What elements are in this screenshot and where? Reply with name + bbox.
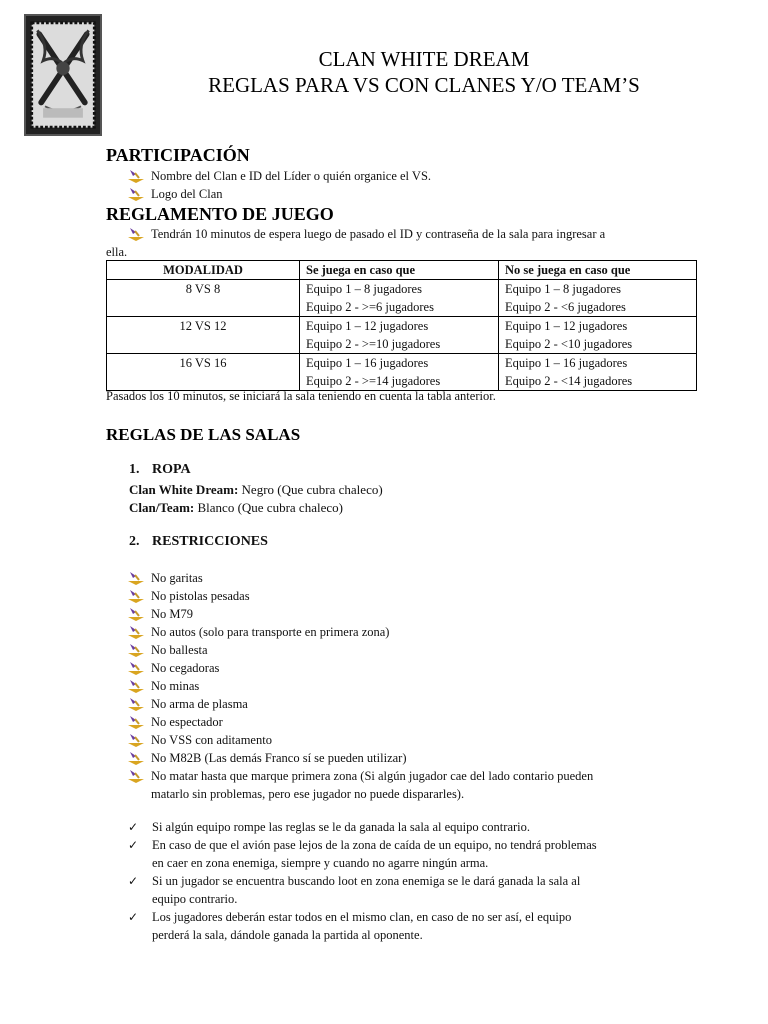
list-item (128, 167, 708, 185)
table-cell-se-juega (300, 317, 499, 354)
ropa-title: ROPA (152, 462, 191, 477)
ropa-heading (129, 462, 191, 478)
restriction-text: No M79 (151, 607, 194, 621)
checks-list (128, 818, 718, 944)
cell-line: Equipo 2 - <10 jugadores (505, 337, 633, 351)
cell-line: Equipo 2 - <14 jugadores (505, 374, 633, 388)
check-text-line: En caso de que el avión pase lejos de la zona de caída de un equipo, no tendrá problemas (152, 838, 597, 852)
restriction-text: No ballesta (151, 643, 208, 657)
ropa-number: 1. (129, 462, 140, 477)
reglamento-list (128, 225, 708, 243)
list-item (128, 185, 708, 203)
checkmark-icon: ✓ (128, 820, 139, 834)
restriction-item (128, 605, 708, 623)
restriction-item (128, 749, 708, 767)
pushpin-arrow-icon (128, 733, 144, 747)
restriction-item (128, 713, 708, 731)
ropa-team-line (129, 499, 343, 517)
cell-line: Equipo 1 – 12 jugadores (505, 319, 628, 333)
table-cell-modalidad: 12 VS 12 (107, 317, 300, 354)
restriction-text: No garitas (151, 571, 203, 585)
restriction-text: No M82B (Las demás Franco sí se pueden utilizar) (151, 751, 407, 765)
participacion-item-2: Logo del Clan (151, 187, 223, 201)
cell-line: Equipo 2 - >=10 jugadores (306, 337, 441, 351)
restriction-item (128, 767, 708, 785)
check-text-line: perderá la sala, dándole ganada la partida al oponente. (152, 928, 423, 942)
restriction-text: No espectador (151, 715, 223, 729)
table-header-se-juega: Se juega en caso que (300, 261, 499, 280)
check-text-line: Los jugadores deberán estar todos en el mismo clan, en caso de no ser así, el equipo (152, 910, 572, 924)
restriction-text: No pistolas pesadas (151, 589, 250, 603)
table-cell-modalidad: 8 VS 8 (107, 280, 300, 317)
cell-line: Equipo 1 – 8 jugadores (505, 282, 621, 296)
check-text-line: Si un jugador se encuentra buscando loot en zona enemiga se le dará ganada la sala al (152, 874, 581, 888)
cell-line: Equipo 1 – 12 jugadores (306, 319, 429, 333)
participacion-list (128, 167, 708, 203)
title-line-2: REGLAS PARA VS CON CLANES Y/O TEAM’S (208, 73, 640, 97)
participacion-heading: PARTICIPACIÓN (106, 145, 250, 165)
table-row (107, 280, 697, 317)
check-item (128, 836, 718, 872)
restricciones-number: 2. (129, 534, 140, 549)
table-cell-no-se-juega (499, 354, 697, 391)
ropa-clan-label: Clan White Dream: (129, 482, 239, 497)
table-header-modalidad: MODALIDAD (107, 261, 300, 280)
check-text-line: equipo contrario. (152, 892, 238, 906)
restriction-item (128, 695, 708, 713)
pushpin-arrow-icon (128, 227, 144, 241)
table-cell-no-se-juega (499, 317, 697, 354)
cell-line: Equipo 2 - <6 jugadores (505, 300, 626, 314)
modalidad-table (106, 260, 697, 391)
list-item (128, 225, 708, 243)
cell-line: Equipo 2 - >=14 jugadores (306, 374, 441, 388)
ropa-clan-value: Negro (Que cubra chaleco) (238, 482, 383, 497)
table-row (107, 354, 697, 391)
check-item (128, 872, 718, 908)
pushpin-arrow-icon (128, 769, 144, 783)
restriction-item (128, 641, 708, 659)
restriction-text: No minas (151, 679, 200, 693)
pushpin-arrow-icon (128, 643, 144, 657)
restriction-item (128, 569, 708, 587)
cell-line: Equipo 1 – 8 jugadores (306, 282, 422, 296)
checkmark-icon: ✓ (128, 910, 139, 924)
pushpin-arrow-icon (128, 661, 144, 675)
restriction-text: No cegadoras (151, 661, 220, 675)
checkmark-icon: ✓ (128, 874, 139, 888)
cell-line: Equipo 1 – 16 jugadores (306, 356, 429, 370)
table-row (107, 317, 697, 354)
checkmark-icon: ✓ (128, 838, 139, 852)
table-cell-se-juega (300, 354, 499, 391)
ropa-clan-line (129, 481, 383, 499)
restriction-text: No VSS con aditamento (151, 733, 272, 747)
title-line-1: CLAN WHITE DREAM (318, 47, 530, 71)
reglas-salas-heading: REGLAS DE LAS SALAS (106, 425, 301, 444)
restriction-text: matarlo sin problemas, pero ese jugador no puede dispararles). (151, 787, 465, 801)
pushpin-arrow-icon (128, 571, 144, 585)
table-header-no-se-juega: No se juega en caso que (499, 261, 697, 280)
restriction-item (128, 731, 708, 749)
reglamento-intro-line-1: Tendrán 10 minutos de espera luego de pasado el ID y contraseña de la sala para ingresar a (151, 227, 606, 241)
pushpin-arrow-icon (128, 625, 144, 639)
restricciones-title: RESTRICCIONES (152, 534, 268, 549)
restriction-item (128, 659, 708, 677)
pushpin-arrow-icon (128, 751, 144, 765)
check-item (128, 818, 718, 836)
restriction-item-continuation (128, 785, 708, 803)
restriction-text: No arma de plasma (151, 697, 248, 711)
check-text-line: Si algún equipo rompe las reglas se le da ganada la sala al equipo contrario. (152, 820, 530, 834)
restriction-item (128, 587, 708, 605)
restriction-text: No autos (solo para transporte en primera zona) (151, 625, 390, 639)
crossed-swords-logo-icon (24, 14, 102, 136)
restriction-text: No matar hasta que marque primera zona (Si algún jugador cae del lado contario pueden (151, 769, 594, 783)
check-item (128, 908, 718, 944)
restriction-item (128, 677, 708, 695)
ropa-team-label: Clan/Team: (129, 500, 195, 515)
restricciones-heading (129, 534, 268, 550)
participacion-item-1: Nombre del Clan e ID del Líder o quién organice el VS. (151, 169, 432, 183)
cell-line: Equipo 1 – 16 jugadores (505, 356, 628, 370)
pushpin-arrow-icon (128, 679, 144, 693)
table-header-row (107, 261, 697, 280)
pushpin-arrow-icon (128, 697, 144, 711)
ropa-team-value: Blanco (Que cubra chaleco) (194, 500, 343, 515)
after-table-note: Pasados los 10 minutos, se iniciará la sala teniendo en cuenta la tabla anterior. (106, 389, 496, 403)
pushpin-arrow-icon (128, 169, 144, 183)
restriction-item (128, 623, 708, 641)
table-cell-se-juega (300, 280, 499, 317)
title-block (110, 46, 738, 98)
pushpin-arrow-icon (128, 715, 144, 729)
reglamento-heading: REGLAMENTO DE JUEGO (106, 204, 334, 224)
check-text-line: en caer en zona enemiga, siempre y cuando no agarre ningún arma. (152, 856, 489, 870)
table-cell-no-se-juega (499, 280, 697, 317)
pushpin-arrow-icon (128, 607, 144, 621)
pushpin-arrow-icon (128, 187, 144, 201)
reglamento-intro-line-2: ella. (106, 245, 128, 259)
cell-line: Equipo 2 - >=6 jugadores (306, 300, 434, 314)
table-cell-modalidad: 16 VS 16 (107, 354, 300, 391)
restricciones-list (128, 569, 708, 803)
pushpin-arrow-icon (128, 589, 144, 603)
